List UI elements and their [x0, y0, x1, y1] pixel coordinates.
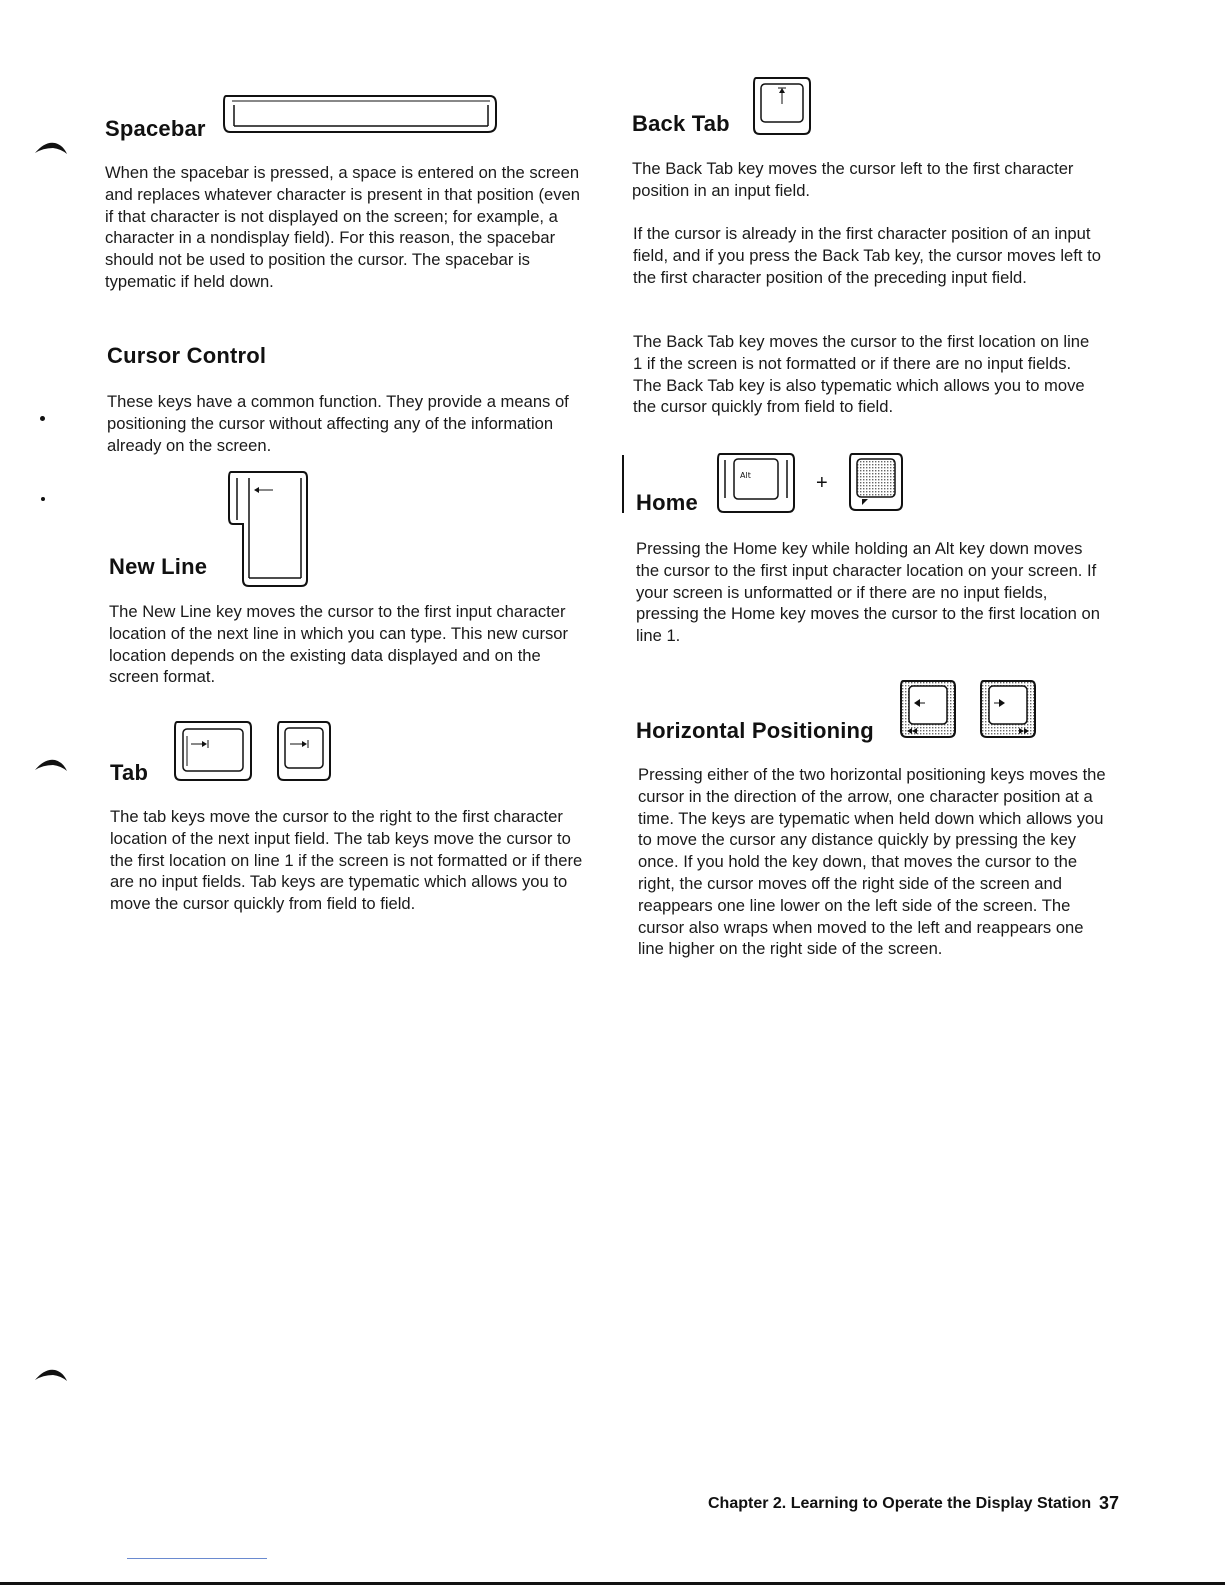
- revision-bar: [622, 455, 624, 513]
- spacebar-key-icon: [222, 94, 498, 136]
- margin-dot: [40, 416, 45, 421]
- tab-key-icon: [173, 720, 253, 782]
- horizontal-positioning-heading: Horizontal Positioning: [636, 718, 874, 743]
- spacebar-text: When the spacebar is pressed, a space is entered on the screen and replaces whatever character is present in that position (even if that character is not displayed on the screen; for example, a character in a nondisplay field). For this reason, the spacebar should not be used to position the cursor. The spacebar is typematic if held down.: [105, 163, 581, 291]
- spacebar-heading: Spacebar: [105, 116, 206, 141]
- margin-dot: [41, 497, 45, 501]
- tab-heading: Tab: [110, 760, 149, 785]
- back-tab-key-icon: [752, 76, 812, 136]
- cursor-right-key-icon: [979, 679, 1037, 739]
- tab-key-secondary-icon: [276, 720, 332, 782]
- horizontal-positioning-text: Pressing either of the two horizontal positioning keys moves the cursor in the direction of the arrow, one character position at a time. The keys are typematic when held down which allows you to move the cursor any distance quickly by pressing the key once. If you hold the key down, that moves the cursor to the right, the cursor moves off the right side of the screen and reappears one line lower on the left side of the screen. The cursor also wraps when moved to the left and reappears one line higher on the right side of the screen.: [638, 765, 1106, 959]
- back-tab-text-3: The Back Tab key moves the cursor to the first location on line 1 if the screen is not formatted or if there are no input fields. The Back Tab key is also typematic which allows you to move the cursor quickly from field to field.: [633, 332, 1090, 417]
- binder-mark-icon: [33, 1367, 69, 1383]
- back-tab-text-1: The Back Tab key moves the cursor left to the first character position in an input field.: [632, 159, 1074, 200]
- binder-mark-icon: [33, 140, 69, 156]
- new-line-key-icon: [227, 470, 309, 588]
- new-line-heading: New Line: [109, 554, 208, 579]
- alt-key-icon: [716, 452, 796, 514]
- home-text: Pressing the Home key while holding an Alt key down moves the cursor to the first input character location on your screen. If your screen is unformatted or if there are no input fields, pressing the Home key moves the cursor to the first location on line 1.: [636, 539, 1100, 646]
- home-key-icon: [848, 452, 904, 512]
- binder-mark-icon: [33, 757, 69, 773]
- alt-key-label: Alt: [740, 471, 751, 480]
- scan-edge-line: [127, 1558, 267, 1559]
- home-heading: Home: [636, 490, 698, 515]
- new-line-text: The New Line key moves the cursor to the first input character location of the next line in which you can type. This new cursor location depends on the existing data displayed and on the screen format.: [109, 602, 569, 687]
- page-number: 37: [1099, 1493, 1120, 1513]
- cursor-control-text: These keys have a common function. They provide a means of positioning the cursor without affecting any of the information already on the screen.: [107, 392, 569, 455]
- plus-sign: +: [816, 472, 828, 494]
- back-tab-heading: Back Tab: [632, 111, 730, 136]
- cursor-control-heading: Cursor Control: [107, 343, 267, 368]
- back-tab-text-2: If the cursor is already in the first character position of an input field, and if you press the Back Tab key, the cursor moves left to the first character position of the preceding input field.: [633, 224, 1101, 287]
- cursor-left-key-icon: [899, 679, 957, 739]
- tab-text: The tab keys move the cursor to the right to the first character location of the next input field. The tab keys move the cursor to the first location on line 1 if the screen is not formatted or if there are no input fields. Tab keys are typematic which allows you to move the cursor quickly from field to field.: [110, 807, 583, 914]
- chapter-footer: Chapter 2. Learning to Operate the Display Station: [708, 1495, 1092, 1512]
